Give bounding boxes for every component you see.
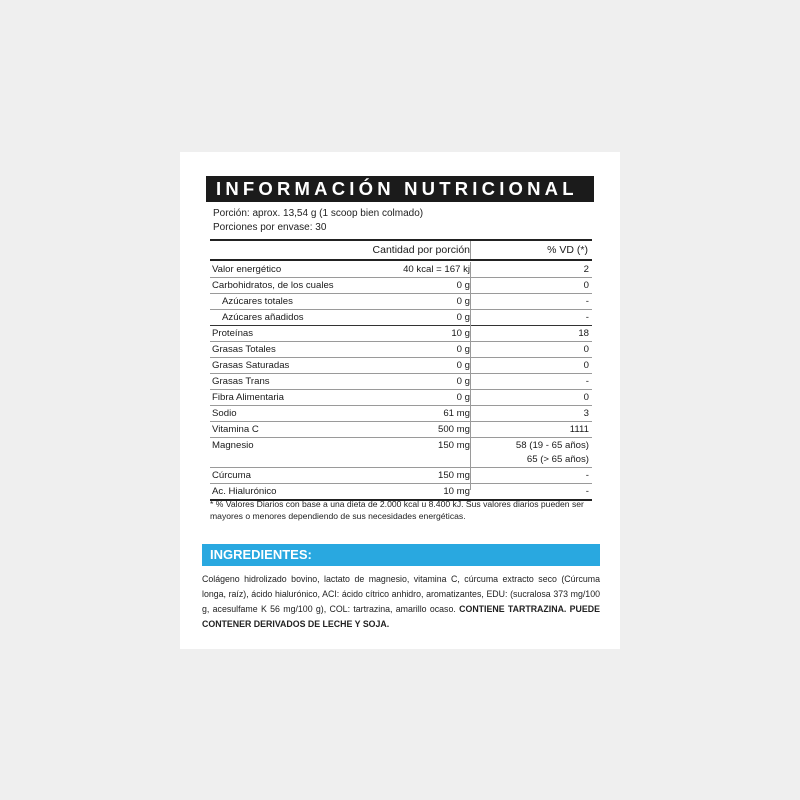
servings-per-container: Porciones por envase: 30 — [213, 222, 327, 233]
nutrient-vd: 0 — [583, 280, 589, 291]
daily-values-footnote: * % Valores Diarios con base a una dieta de 2.000 kcal u 8.400 kJ. Sus valores diarios pueden ser mayores o menores dependiendo de sus necesidades energéticas. — [210, 499, 584, 521]
table-header — [210, 239, 592, 261]
nutrient-amount: 0 g — [456, 360, 470, 371]
ingredients-text: Colágeno hidrolizado bovino, lactato de magnesio, vitamina C, cúrcuma extracto seco (Cúrcuma longa, raíz), ácido hialurónico, ACI: ácido cítrico anhidro, aromatizantes, EDU: (sucralosa 373 mg/100 g, acesulfame K 56 mg/100 g), COL: tartrazina, amarillo ocaso. — [202, 574, 600, 614]
nutrient-name: Grasas Saturadas — [212, 360, 290, 371]
nutrient-vd: 3 — [583, 408, 589, 419]
nutrient-amount: 500 mg — [438, 424, 470, 435]
nutrient-name: Vitamina C — [212, 424, 259, 435]
table-row — [210, 326, 592, 342]
nutrient-amount: 10 g — [451, 328, 470, 339]
table-row — [210, 342, 592, 358]
column-divider — [470, 241, 471, 259]
nutrient-vd: - — [585, 470, 589, 481]
nutrient-name: Grasas Totales — [212, 344, 276, 355]
nutrient-vd: - — [585, 376, 589, 387]
nutrient-vd: - — [585, 296, 589, 307]
nutrient-vd: 0 — [583, 392, 589, 403]
nutrient-amount: 0 g — [456, 392, 470, 403]
nutrient-vd: 1111 — [569, 424, 589, 435]
nutrient-amount: 10 mg — [443, 486, 470, 497]
table-row — [210, 406, 592, 422]
nutrient-name: Cúrcuma — [212, 470, 251, 481]
nutrient-amount: 150 mg — [438, 470, 470, 481]
nutrient-vd: - — [585, 486, 589, 497]
table-row — [210, 358, 592, 374]
table-row — [210, 262, 592, 278]
nutrient-vd: 58 (19 - 65 años) — [515, 440, 589, 451]
table-row — [210, 422, 592, 438]
nutrition-table — [210, 262, 592, 501]
nutrient-amount: 0 g — [456, 344, 470, 355]
ingredients-warning: CONTIENE TARTRAZINA. PUEDE CONTENER DERIVADOS DE LECHE Y SOJA. — [202, 604, 600, 629]
ingredients-heading: INGREDIENTES: — [202, 544, 600, 566]
nutrient-amount: 40 kcal = 167 kj — [403, 264, 470, 275]
nutrient-amount: 61 mg — [443, 408, 470, 419]
table-row — [210, 468, 592, 484]
nutrient-amount: 150 mg — [438, 440, 470, 451]
nutrient-name: Carbohidratos, de los cuales — [212, 280, 334, 291]
header-vd: % VD (*) — [547, 244, 588, 256]
nutrient-name: Fibra Alimentaria — [212, 392, 284, 403]
nutrient-vd: - — [585, 312, 589, 323]
nutrient-amount: 0 g — [456, 280, 470, 291]
nutrient-name: Valor energético — [212, 264, 282, 275]
nutrient-name: Sodio — [212, 408, 237, 419]
serving-size: Porción: aprox. 13,54 g (1 scoop bien colmado) — [213, 208, 424, 219]
nutrient-name: Azúcares añadidos — [222, 312, 304, 323]
ingredients-list — [202, 572, 600, 632]
nutrition-title: INFORMACIÓN NUTRICIONAL — [206, 176, 594, 202]
table-row — [210, 390, 592, 406]
nutrient-name: Ac. Hialurónico — [212, 486, 277, 497]
nutrient-amount: 0 g — [456, 312, 470, 323]
header-amount: Cantidad por porción — [372, 244, 470, 256]
table-row — [210, 374, 592, 390]
nutrient-vd: 2 — [583, 264, 589, 275]
column-divider — [470, 262, 471, 490]
nutrient-name: Azúcares totales — [222, 296, 293, 307]
nutrient-vd: 18 — [578, 328, 589, 339]
nutrition-label-card — [180, 152, 620, 649]
table-row — [210, 294, 592, 310]
nutrient-vd: 0 — [583, 360, 589, 371]
nutrient-amount: 0 g — [456, 376, 470, 387]
nutrient-name: Magnesio — [212, 440, 254, 451]
nutrient-name: Grasas Trans — [212, 376, 270, 387]
table-row — [210, 438, 592, 468]
table-row — [210, 310, 592, 326]
nutrient-amount: 0 g — [456, 296, 470, 307]
table-row — [210, 278, 592, 294]
nutrient-vd-secondary: 65 (> 65 años) — [526, 454, 589, 465]
nutrient-name: Proteínas — [212, 328, 254, 339]
nutrient-vd: 0 — [583, 344, 589, 355]
